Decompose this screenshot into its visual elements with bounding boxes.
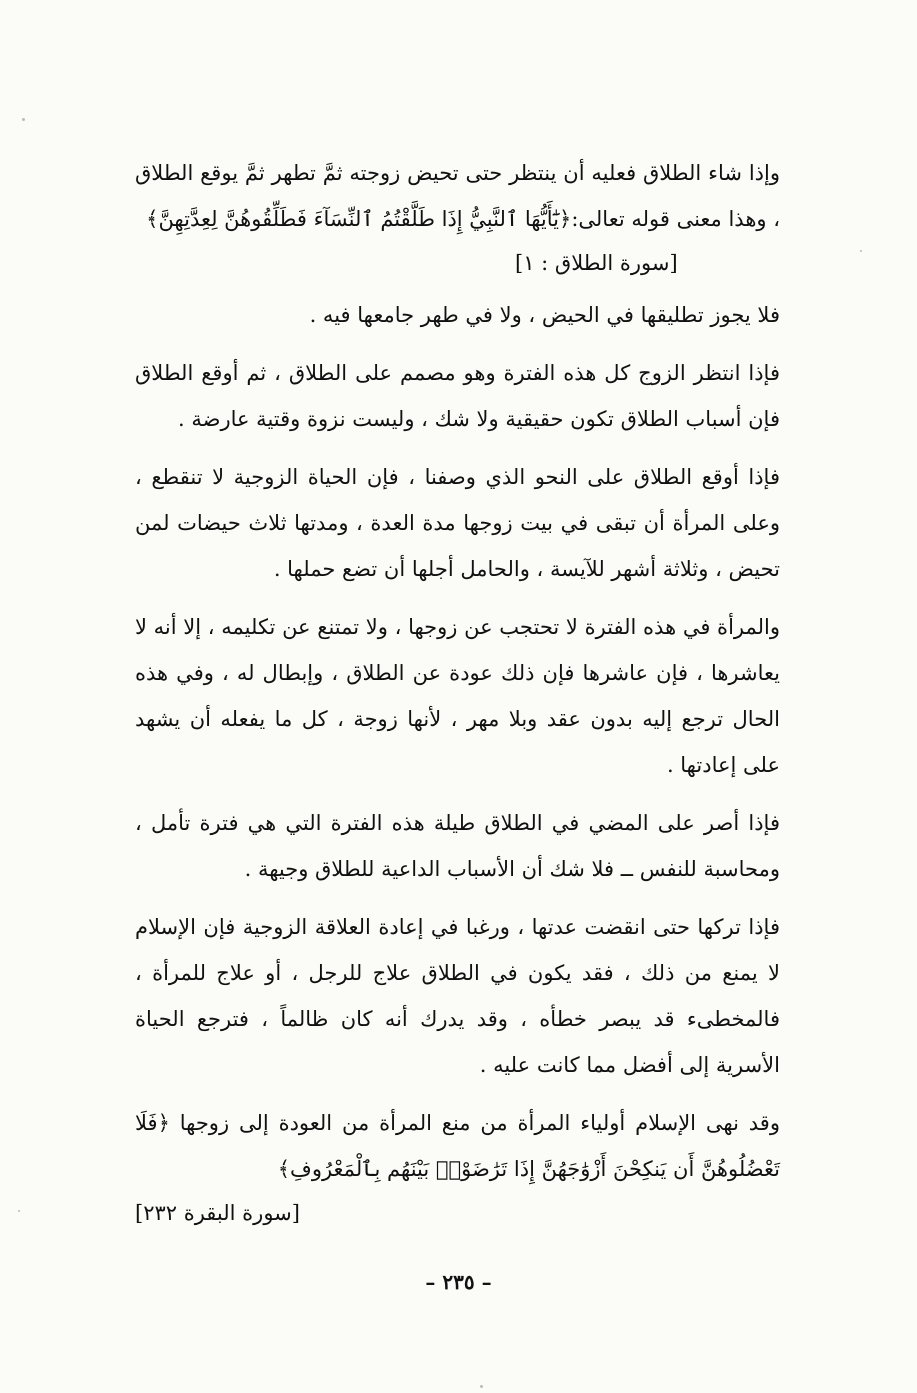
- paragraph-6: فإذا أصر على المضي في الطلاق طيلة هذه الفترة التي هي فترة تأمل ، ومحاسبة للنفس ــ فلا شك أن الأسباب الداعية للطلاق وجيهة .: [135, 811, 780, 881]
- paragraph-2: فلا يجوز تطليقها في الحيض ، ولا في طهر جامعها فيه .: [309, 303, 780, 327]
- paragraph-3: فإذا انتظر الزوج كل هذه الفترة وهو مصمم على الطلاق ، ثم أوقع الطلاق فإن أسباب الطلاق تكون حقيقية ولا شك ، وليست نزوة وقتية عارضة .: [135, 361, 780, 431]
- quran-citation-baqarah: [سورة البقرة ٢٣٢]: [135, 1201, 300, 1225]
- scan-speck: [480, 1385, 483, 1388]
- paragraph-5: والمرأة في هذه الفترة لا تحتجب عن زوجها ، ولا تمتنع عن تكليمه ، إلا أنه لا يعاشرها ، فإن عاشرها فإن ذلك عودة عن الطلاق ، وإبطال له ، وفي هذه الحال ترجع إليه بدون عقد وبلا مهر ، لأنها زوجة ، كل ما يفعله أن يشهد على إعادتها .: [135, 615, 780, 777]
- scan-speck: [18, 1210, 20, 1212]
- page-body: [135, 150, 780, 1350]
- scan-speck: [860, 250, 862, 252]
- scan-speck: [22, 118, 25, 121]
- page-number: – ٢٣٥ –: [425, 1270, 492, 1294]
- paragraph-1: وإذا شاء الطلاق فعليه أن ينتظر حتى تحيض زوجته ثمَّ تطهر ثمَّ يوقع الطلاق ، وهذا معنى قوله تعالى:﴿يَٰٓأَيُّهَا ٱلنَّبِيُّ إِذَا طَلَّقْتُمُ ٱلنِّسَآءَ فَطَلِّقُوهُنَّ لِعِدَّتِهِنَّ﴾: [135, 161, 780, 231]
- paragraph-8: وقد نهى الإسلام أولياء المرأة من منع المرأة من العودة إلى زوجها ﴿فَلَا تَعْضُلُوهُنَّ أَن يَنكِحْنَ أَزْوَٰجَهُنَّ إِذَا تَرَٰضَوْا۟ بَيْنَهُم بِٱلْمَعْرُوفِ﴾: [135, 1111, 780, 1181]
- quran-citation-talaq: [سورة الطلاق : ١]: [515, 251, 678, 275]
- paragraph-4: فإذا أوقع الطلاق على النحو الذي وصفنا ، فإن الحياة الزوجية لا تنقطع ، وعلى المرأة أن تبقى في بيت زوجها مدة العدة ، ومدتها ثلاث حيضات لمن تحيض ، وثلاثة أشهر للآيسة ، والحامل أجلها أن تضع حملها .: [135, 465, 780, 581]
- paragraph-7: فإذا تركها حتى انقضت عدتها ، ورغبا في إعادة العلاقة الزوجية فإن الإسلام لا يمنع من ذلك ، فقد يكون في الطلاق علاج للرجل ، أو علاج للمرأة ، فالمخطىء قد يبصر خطأه ، وقد يدرك أنه كان ظالماً ، فترجع الحياة الأسرية إلى أفضل مما كانت عليه .: [135, 915, 780, 1077]
